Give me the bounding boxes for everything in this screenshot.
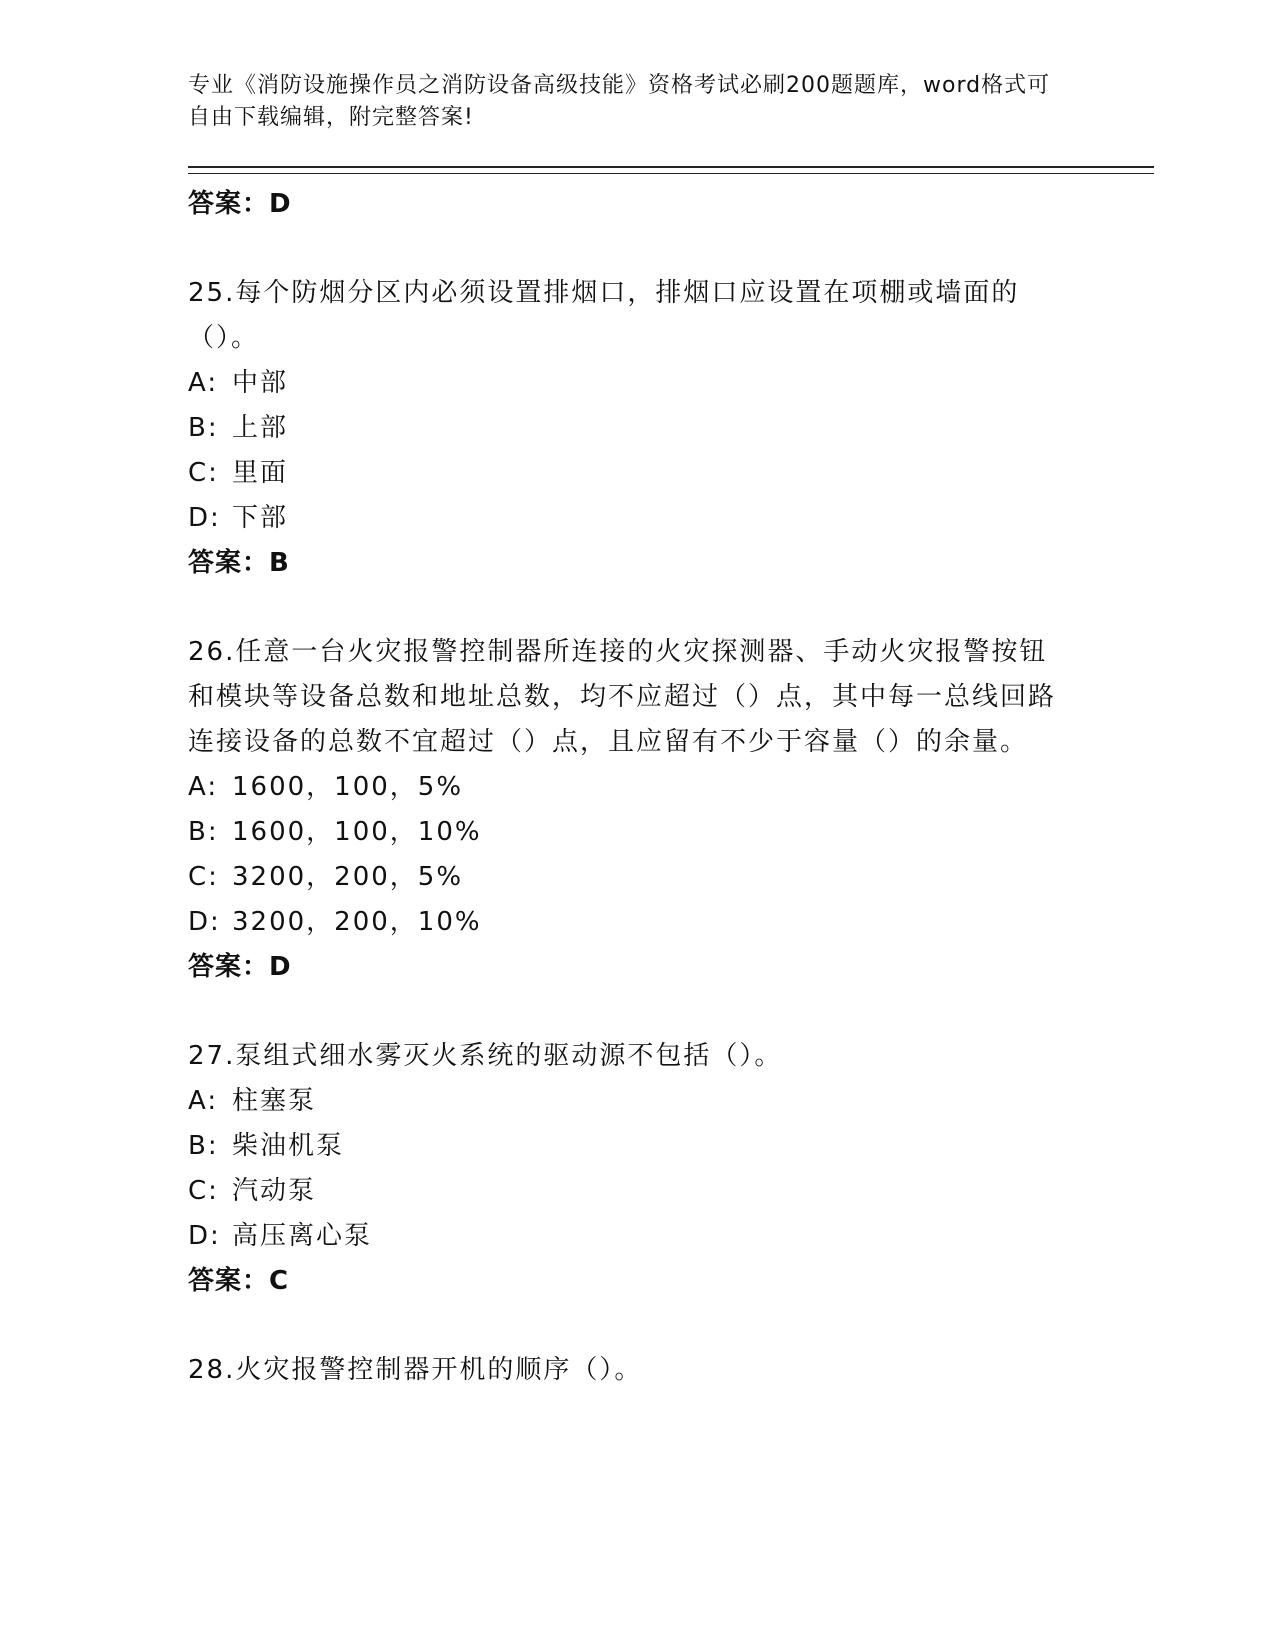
question-text: 28.火灾报警控制器开机的顺序（）。 bbox=[188, 1355, 643, 1385]
option-a bbox=[188, 765, 1148, 810]
option-key: D: bbox=[188, 907, 221, 937]
option-b bbox=[188, 810, 1148, 855]
option-text: 高压离心泵 bbox=[232, 1221, 373, 1251]
option-key: B: bbox=[188, 1131, 219, 1161]
document-page bbox=[188, 70, 1148, 1393]
header-divider bbox=[188, 166, 1154, 174]
question-26 bbox=[188, 630, 1148, 990]
question-25 bbox=[188, 271, 1148, 586]
option-text: 汽动泵 bbox=[232, 1176, 317, 1206]
option-a bbox=[188, 361, 1148, 406]
question-text: 27.泵组式细水雾灭火系统的驱动源不包括（）。 bbox=[188, 1041, 783, 1071]
option-c bbox=[188, 451, 1148, 496]
option-text: 下部 bbox=[232, 503, 289, 533]
option-text: 3200，200，10% bbox=[232, 907, 482, 937]
question-text: 26.任意一台火灾报警控制器所连接的火灾探测器、手动火灾报警按钮和模块等设备总数和地址总数，均不应超过（）点，其中每一总线回路连接设备的总数不宜超过（）点，且应留有不少于容量（）的余量。 bbox=[188, 637, 1057, 757]
option-c bbox=[188, 1169, 1148, 1214]
option-text: 中部 bbox=[232, 368, 289, 398]
option-text: 1600，100，5% bbox=[232, 772, 464, 802]
option-text: 3200，200，5% bbox=[232, 862, 464, 892]
option-text: 里面 bbox=[232, 458, 289, 488]
answer: 答案：C bbox=[188, 1266, 290, 1296]
option-b bbox=[188, 406, 1148, 451]
option-text: 柱塞泵 bbox=[232, 1086, 317, 1116]
option-key: A: bbox=[188, 1086, 219, 1116]
option-key: C: bbox=[188, 862, 219, 892]
option-key: B: bbox=[188, 817, 219, 847]
option-key: A: bbox=[188, 772, 219, 802]
option-key: D: bbox=[188, 503, 221, 533]
option-text: 柴油机泵 bbox=[232, 1131, 345, 1161]
option-a bbox=[188, 1079, 1148, 1124]
option-key: D: bbox=[188, 1221, 221, 1251]
page-header: 专业《消防设施操作员之消防设备高级技能》资格考试必刷200题题库，word格式可自由下载编辑，附完整答案! bbox=[188, 73, 1051, 130]
question-28 bbox=[188, 1348, 1148, 1393]
option-text: 1600，100，10% bbox=[232, 817, 482, 847]
previous-answer: 答案：D bbox=[188, 189, 292, 219]
option-d bbox=[188, 900, 1148, 945]
question-text: 25.每个防烟分区内必须设置排烟口，排烟口应设置在项棚或墙面的（）。 bbox=[188, 278, 1020, 353]
answer: 答案：D bbox=[188, 952, 292, 982]
option-text: 上部 bbox=[232, 413, 289, 443]
option-d bbox=[188, 1214, 1148, 1259]
option-c bbox=[188, 855, 1148, 900]
option-key: C: bbox=[188, 458, 219, 488]
option-key: B: bbox=[188, 413, 219, 443]
answer: 答案：B bbox=[188, 548, 290, 578]
question-27 bbox=[188, 1034, 1148, 1304]
option-d bbox=[188, 496, 1148, 541]
option-key: C: bbox=[188, 1176, 219, 1206]
option-b bbox=[188, 1124, 1148, 1169]
option-key: A: bbox=[188, 368, 219, 398]
